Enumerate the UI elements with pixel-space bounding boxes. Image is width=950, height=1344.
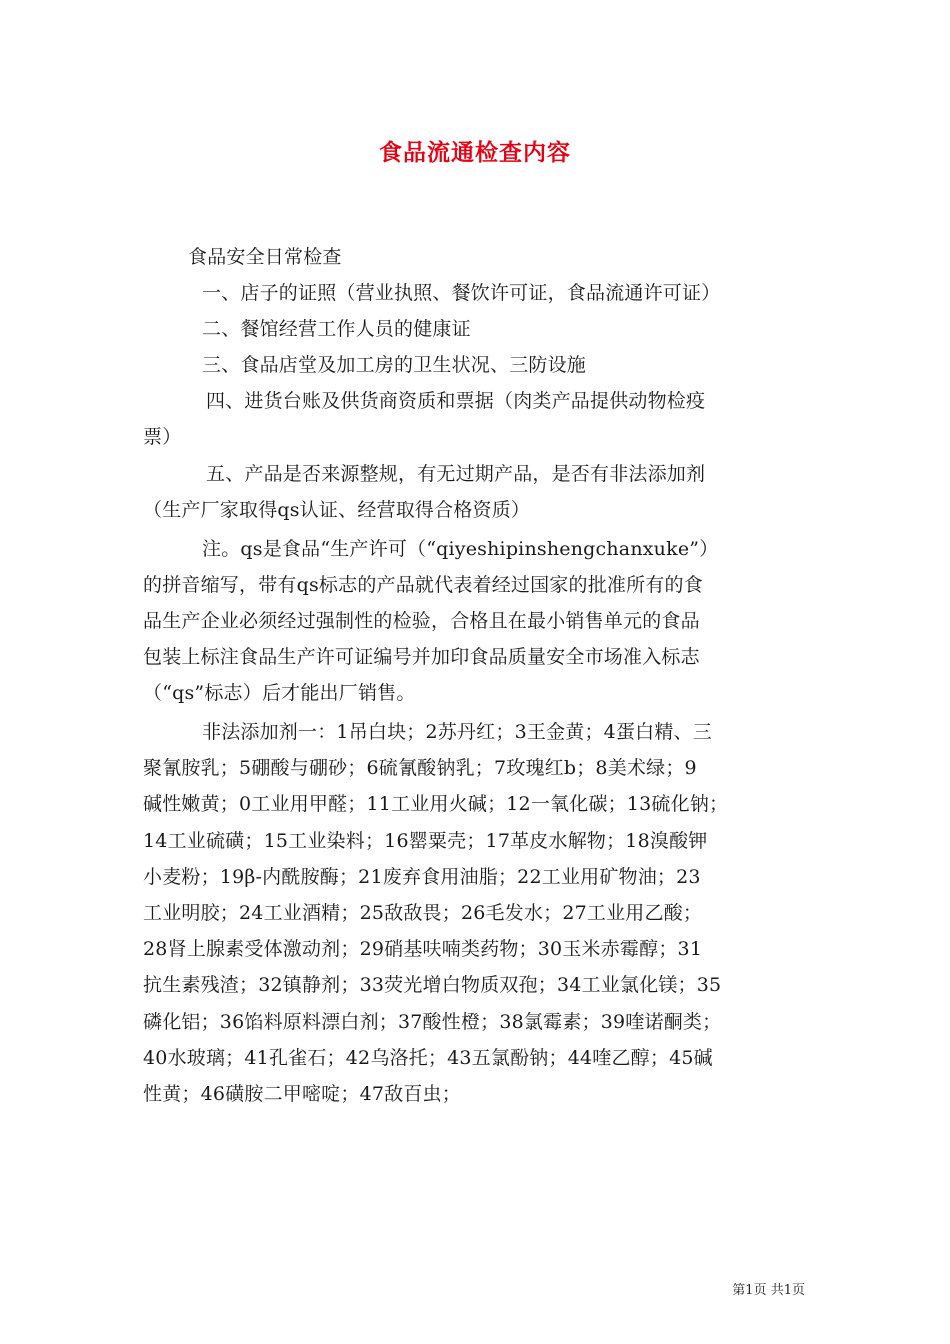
paragraph-line: 14工业硫磺；15工业染料；16罂粟壳；17革皮水解物；18溴酸钾 bbox=[143, 830, 708, 852]
paragraph-line: 聚氰胺乳；5硼酸与硼砂；6硫氰酸钠乳；7玫瑰红b；8美术绿；9 bbox=[143, 757, 697, 779]
paragraph-line: 非法添加剂一：1吊白块；2苏丹红；3王金黄；4蛋白精、三 bbox=[202, 721, 712, 743]
paragraph-line: 包装上标注食品生产许可证编号并加印食品质量安全市场准入标志 bbox=[143, 646, 700, 668]
paragraph-line: 三、食品店堂及加工房的卫生状况、三防设施 bbox=[202, 354, 587, 376]
paragraph-line: 小麦粉；19β-内酰胺酶；21废弃食用油脂；22工业用矿物油；23 bbox=[143, 866, 701, 888]
paragraph-line: 品生产企业必须经过强制性的检验，合格且在最小销售单元的食品 bbox=[143, 610, 700, 632]
paragraph-line: 一、店子的证照（营业执照、餐饮许可证，食品流通许可证） bbox=[202, 282, 721, 304]
footer-page-suffix: 页 bbox=[791, 1283, 805, 1298]
paragraph-line: 票） bbox=[143, 426, 182, 448]
footer-page-number: 1 bbox=[745, 1283, 754, 1298]
paragraph-line: 四、进货台账及供货商资质和票据（肉类产品提供动物检疫 bbox=[206, 390, 706, 412]
paragraph-line: 28肾上腺素受体激动剂；29硝基呋喃类药物；30玉米赤霉醇；31 bbox=[143, 938, 703, 960]
footer-page-mid: 页 共 bbox=[753, 1283, 784, 1298]
page-footer bbox=[732, 1279, 805, 1298]
paragraph-line: 注。qs是食品“生产许可（“qiyeshipinshengchanxuke”） bbox=[202, 538, 719, 560]
paragraph-line: 抗生素残渣；32镇静剂；33荧光增白物质双孢；34工业氯化镁；35 bbox=[143, 974, 722, 996]
paragraph-line: 磷化铝；36馅料原料漂白剂；37酸性橙；38氯霉素；39喹诺酮类； bbox=[143, 1011, 722, 1033]
paragraph-line: 五、产品是否来源整规，有无过期产品，是否有非法添加剂 bbox=[206, 463, 706, 485]
paragraph-line: （“qs”标志）后才能出厂销售。 bbox=[143, 682, 416, 704]
paragraph-line: （生产厂家取得qs认证、经营取得合格资质） bbox=[143, 499, 531, 521]
paragraph-line: 性黄；46磺胺二甲嘧啶；47敌百虫； bbox=[143, 1083, 461, 1105]
paragraph-line: 工业明胶；24工业酒精；25敌敌畏；26毛发水；27工业用乙酸； bbox=[143, 902, 703, 924]
paragraph-line: 40水玻璃；41孔雀石；42乌洛托；43五氯酚钠；44喹乙醇；45碱 bbox=[143, 1047, 713, 1069]
paragraph-line: 二、餐馆经营工作人员的健康证 bbox=[202, 318, 471, 340]
paragraph-line: 碱性嫩黄；0工业用甲醛；11工业用火碱；12一氧化碳；13硫化钠； bbox=[143, 793, 729, 815]
footer-page-label: 第 bbox=[732, 1283, 746, 1298]
paragraph-line: 的拼音缩写，带有qs标志的产品就代表着经过国家的批准所有的食 bbox=[143, 574, 703, 596]
paragraph-heading: 食品安全日常检查 bbox=[188, 246, 342, 268]
footer-total-pages: 1 bbox=[783, 1283, 792, 1298]
document-title: 食品流通检查内容 bbox=[379, 139, 571, 166]
